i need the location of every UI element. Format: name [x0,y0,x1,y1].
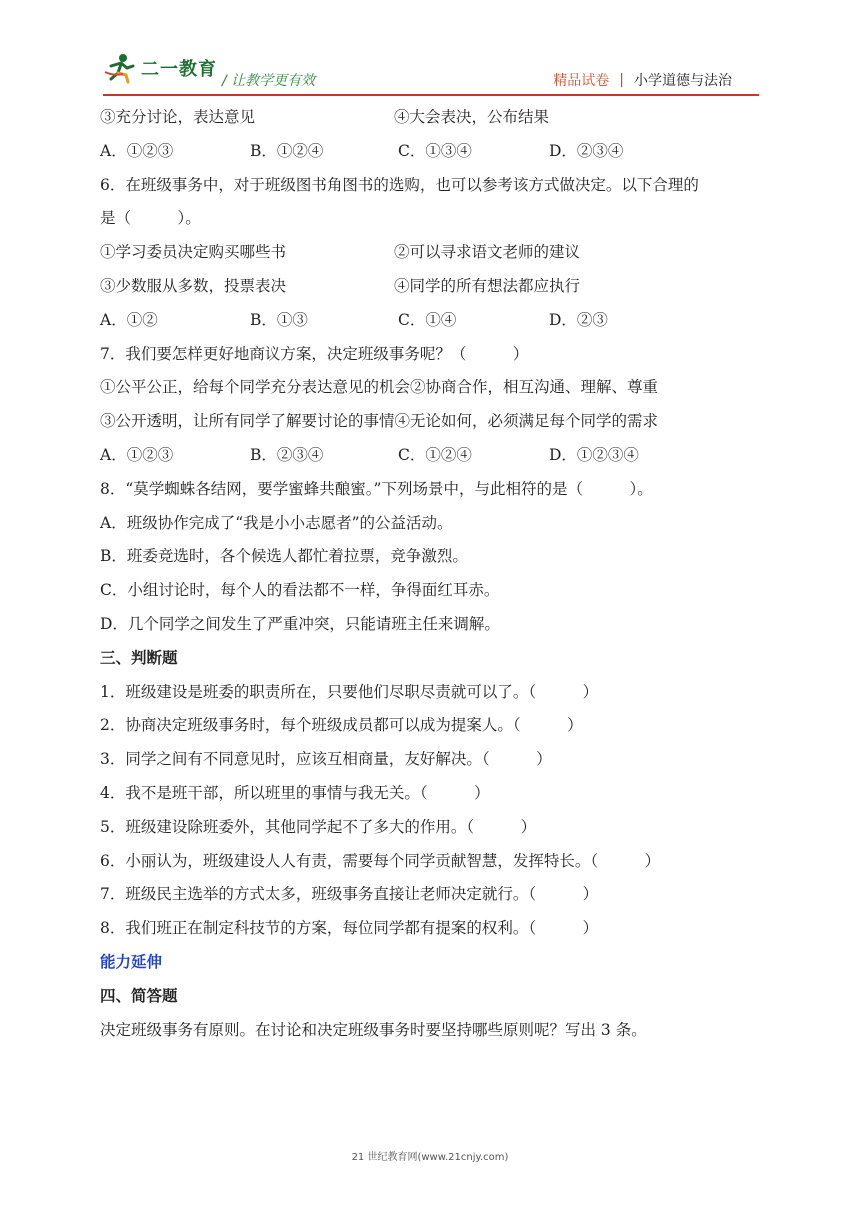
q8-option-a: A．班级协作完成了“我是小小志愿者”的公益活动。 [100,513,453,532]
judge-item-3: 3．同学之间有不同意见时，应该互相商量，友好解决。（ ） [100,750,552,769]
q6-option-c: C．①④ [398,310,457,329]
q8-option-d: D．几个同学之间发生了严重冲突，只能请班主任来调解。 [100,614,500,633]
judge-item-2: 2．协商决定班级事务时，每个班级成员都可以成为提案人。（ ） [100,716,583,735]
q7-options-row [100,439,760,473]
q8-option-b: B．班委竞选时，各个候选人都忙着拉票，竞争激烈。 [100,547,468,566]
q6-item-4: ④同学的所有想法都应执行 [394,276,581,295]
extension-heading: 能力延伸 [100,952,163,971]
judge-item-4: 4．我不是班干部，所以班里的事情与我无关。（ ） [100,783,490,802]
q6-item-3: ③少数服从多数，投票表决 [100,276,287,295]
page-footer: 21 世纪教育网(www.21cnjy.com) [351,1152,509,1163]
section4-question: 决定班级事务有原则。在讨论和决定班级事务时要坚持哪些原则呢？写出 3 条。 [100,1020,647,1039]
q7-stem: 7．我们要怎样更好地商议方案，决定班级事务呢？（ ） [100,344,529,363]
header-divider [103,94,759,96]
judge-item-5: 5．班级建设除班委外，其他同学起不了多大的作用。（ ） [100,817,537,836]
q7-items-line2: ③公开透明，让所有同学了解要讨论的事情④无论如何，必须满足每个同学的需求 [100,412,659,431]
q7-option-c: C．①②④ [398,445,472,464]
q5-item-4: ④大会表决，公布结果 [394,108,550,126]
section4-title: 四、简答题 [100,986,178,1005]
q6-stem-line1: 6．在班级事务中，对于班级图书角图书的选购，也可以参考该方式做决定。以下合理的 [100,175,699,194]
q6-options-row [100,304,760,338]
logo-text: 二一教育 [141,59,217,80]
q6-option-d: D．②③ [549,310,608,329]
q6-items-row-1 [100,236,760,270]
q5-option-b: B．①②④ [250,141,324,160]
q6-stem-line2: 是（ ）。 [100,209,201,228]
logo [103,52,217,84]
page-header [0,0,860,100]
q8-stem: 8．“莫学蜘蛛各结网，要学蜜蜂共酿蜜。”下列场景中，与此相符的是（ ）。 [100,479,653,498]
header-right [553,70,732,90]
q7-option-b: B．②③④ [250,445,324,464]
slogan: / 让教学更有效 [222,73,316,89]
q6-items-row-2 [100,270,760,304]
q5-option-c: C．①③④ [398,141,472,160]
judge-item-1: 1．班级建设是班委的职责所在，只要他们尽职尽责就可以了。（ ） [100,682,599,701]
q5-item-3: ③充分讨论，表达意见 [100,108,256,126]
document-body [100,101,760,1047]
q6-option-a: A．①② [100,310,158,329]
q8-option-c: C．小组讨论时，每个人的看法都不一样，争得面红耳赤。 [100,581,500,600]
subject-label: 小学道德与法治 [634,73,732,89]
q6-item-2: ②可以寻求语文老师的建议 [394,243,581,262]
q6-option-b: B．①③ [250,310,308,329]
q5-items-row [100,101,760,135]
judge-item-7: 7．班级民主选举的方式太多，班级事务直接让老师决定就行。（ ） [100,885,599,904]
judge-item-8: 8．我们班正在制定科技节的方案，每位同学都有提案的权利。（ ） [100,919,599,938]
judge-item-6: 6．小丽认为，班级建设人人有责，需要每个同学贡献智慧，发挥特长。（ ） [100,851,661,870]
q7-option-a: A．①②③ [100,445,174,464]
runner-logo-icon [103,52,139,84]
q7-items-line1: ①公平公正，给每个同学充分表达意见的机会②协商合作，相互沟通、理解、尊重 [100,378,659,397]
q5-option-d: D．②③④ [549,141,624,160]
q5-option-a: A．①②③ [100,141,174,160]
section3-title: 三、判断题 [100,648,178,667]
q5-options-row [100,135,760,169]
header-separator: | [619,72,624,88]
q6-item-1: ①学习委员决定购买哪些书 [100,243,287,262]
badge-label: 精品试卷 [553,73,610,89]
q7-option-d: D．①②③④ [549,445,639,464]
